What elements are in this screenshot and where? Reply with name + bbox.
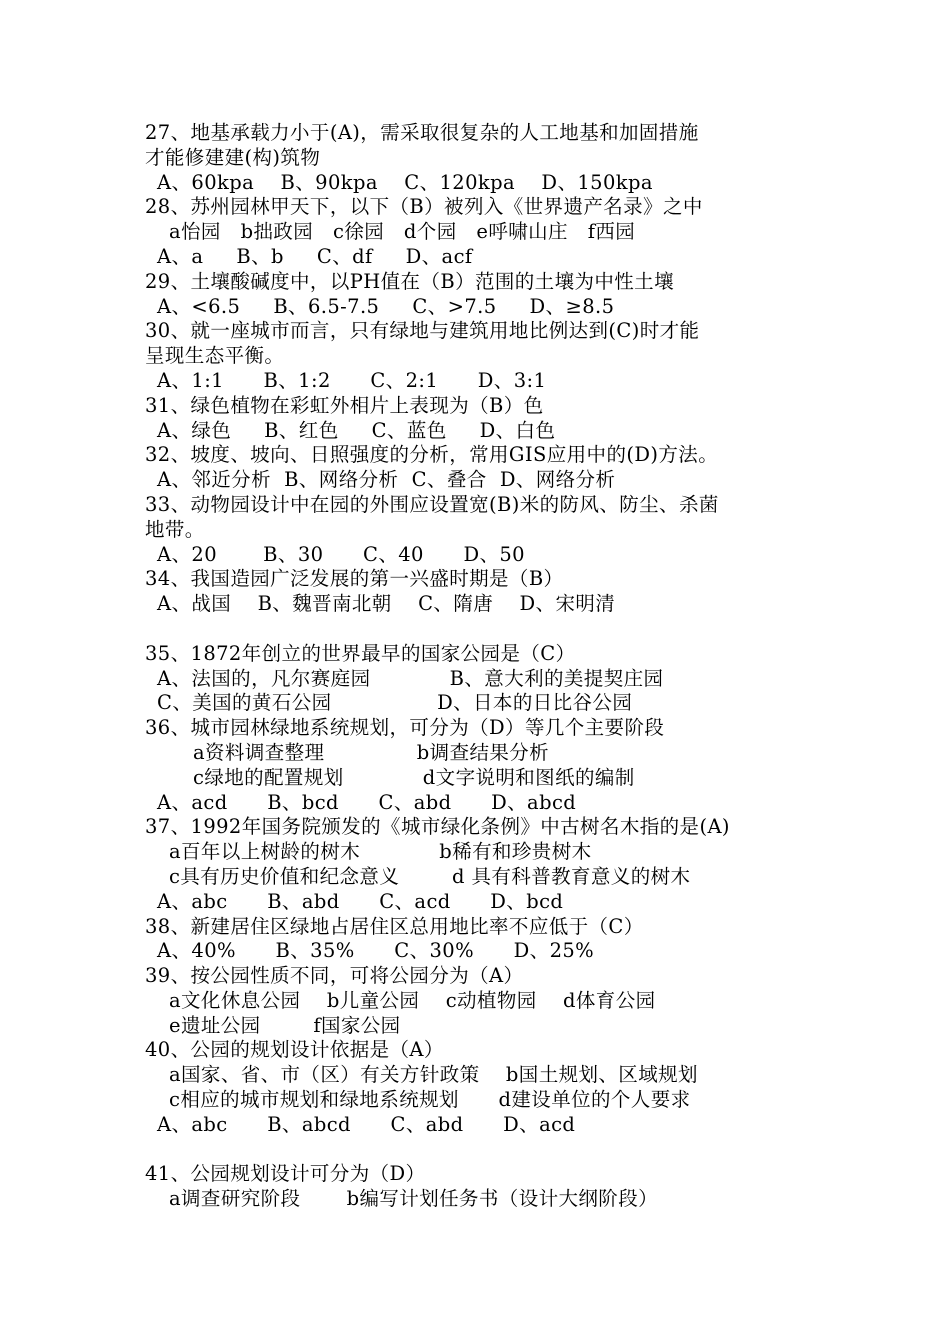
question-line: 28、苏州园林甲天下，以下（B）被列入《世界遗产名录》之中 bbox=[145, 195, 703, 219]
question-line: 30、就一座城市而言，只有绿地与建筑用地比例达到(C)时才能 bbox=[145, 319, 700, 343]
answer-options-line: A、法国的，凡尔赛庭园 B、意大利的美提契庄园 bbox=[157, 666, 664, 690]
blank-line bbox=[145, 1138, 825, 1163]
answer-options-line: A、a B、b C、df D、acf bbox=[157, 244, 473, 268]
sub-item-line: c绿地的配置规划 d文字说明和图纸的编制 bbox=[193, 765, 635, 789]
sub-item-line: a百年以上树龄的树木 b稀有和珍贵树木 bbox=[169, 840, 592, 864]
answer-options-line: A、40% B、35% C、30% D、25% bbox=[157, 939, 595, 963]
question-line: 40、公园的规划设计依据是（A） bbox=[145, 1038, 444, 1062]
sub-item-line: a调查研究阶段 b编写计划任务书（设计大纲阶段） bbox=[169, 1187, 658, 1211]
answer-options-line: A、abc B、abcd C、abd D、acd bbox=[157, 1112, 576, 1136]
question-line: 呈现生态平衡。 bbox=[145, 344, 285, 368]
question-line: 33、动物园设计中在园的外围应设置宽(B)米的防风、防尘、杀菌 bbox=[145, 492, 719, 516]
sub-item-line: a国家、省、市（区）有关方针政策 b国土规划、区域规划 bbox=[169, 1063, 698, 1087]
question-line: 37、1992年国务院颁发的《城市绿化条例》中古树名木指的是(A) bbox=[145, 815, 730, 839]
document-body bbox=[145, 121, 825, 1212]
sub-item-line: e遗址公园 f国家公园 bbox=[169, 1013, 401, 1037]
question-line: 27、地基承载力小于(A)，需采取很复杂的人工地基和加固措施 bbox=[145, 121, 699, 144]
sub-item-line: a怡园 b拙政园 c徐园 d个园 e呼啸山庄 f西园 bbox=[169, 220, 636, 244]
answer-options-line: A、1:1 B、1:2 C、2:1 D、3:1 bbox=[157, 368, 547, 392]
answer-options-line: A、绿色 B、红色 C、蓝色 D、白色 bbox=[157, 418, 556, 442]
answer-options-line: A、abc B、abd C、acd D、bcd bbox=[157, 889, 564, 913]
answer-options-line: A、acd B、bcd C、abd D、abcd bbox=[157, 790, 577, 814]
question-line: 32、坡度、坡向、日照强度的分析，常用GIS应用中的(D)方法。 bbox=[145, 443, 719, 467]
question-line: 36、城市园林绿地系统规划，可分为（D）等几个主要阶段 bbox=[145, 716, 665, 740]
answer-options-line: A、20 B、30 C、40 D、50 bbox=[157, 542, 525, 566]
question-line: 34、我国造园广泛发展的第一兴盛时期是（B） bbox=[145, 567, 564, 591]
answer-options-line: A、战国 B、魏晋南北朝 C、隋唐 D、宋明清 bbox=[157, 592, 616, 616]
question-line: 35、1872年创立的世界最早的国家公园是（C） bbox=[145, 641, 576, 665]
question-line: 38、新建居住区绿地占居住区总用地比率不应低于（C） bbox=[145, 914, 644, 938]
answer-options-line: A、60kpa B、90kpa C、120kpa D、150kpa bbox=[157, 170, 653, 194]
sub-item-line: c具有历史价值和纪念意义 d 具有科普教育意义的树木 bbox=[169, 864, 691, 888]
answer-options-line: A、<6.5 B、6.5-7.5 C、>7.5 D、≥8.5 bbox=[157, 294, 615, 318]
sub-item-line: c相应的城市规划和绿地系统规划 d建设单位的个人要求 bbox=[169, 1088, 691, 1112]
blank-line bbox=[145, 617, 825, 642]
answer-options-line: C、美国的黄石公园 D、日本的日比谷公园 bbox=[157, 691, 633, 715]
answer-options-line: A、邻近分析 B、网络分析 C、叠合 D、网络分析 bbox=[157, 468, 616, 492]
question-line: 31、绿色植物在彩虹外相片上表现为（B）色 bbox=[145, 393, 544, 417]
question-line: 41、公园规划设计可分为（D） bbox=[145, 1162, 426, 1186]
sub-item-line: a资料调查整理 b调查结果分析 bbox=[193, 740, 550, 764]
question-line: 29、土壤酸碱度中，以PH值在（B）范围的土壤为中性土壤 bbox=[145, 269, 674, 293]
sub-item-line: a文化休息公园 b儿童公园 c动植物园 d体育公园 bbox=[169, 988, 656, 1012]
question-line: 才能修建建(构)筑物 bbox=[145, 145, 321, 169]
question-line: 39、按公园性质不同，可将公园分为（A） bbox=[145, 964, 524, 988]
question-line: 地带。 bbox=[145, 517, 205, 541]
